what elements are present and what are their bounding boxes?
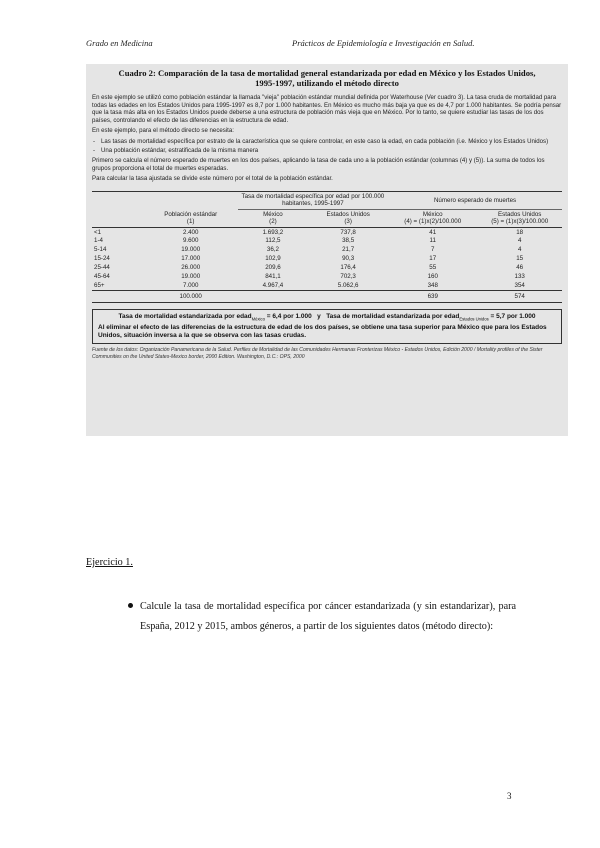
header-expected-eu <box>477 209 562 227</box>
cell-total-population: 100.000 <box>144 291 238 303</box>
cell-standard-population: 19.000 <box>181 246 201 254</box>
col-number: (2) <box>269 218 277 226</box>
result-conjunction: y <box>317 312 321 320</box>
col-label: México <box>263 210 283 218</box>
cell-rate-eu: 38,5 <box>342 237 355 245</box>
cell-expected-mexico: 160 <box>427 272 438 280</box>
result-subscript-eu: Estados Unidos <box>459 316 489 322</box>
intro-paragraph-4: Para calcular la tasa ajustada se divide este número por el total de la población estándar. <box>92 175 333 183</box>
intro-list-item: - Una población estándar, estratificada de la misma manera <box>101 147 562 155</box>
cell-rate-mexico: 112,5 <box>265 237 281 245</box>
cell-rate-mexico: 209,6 <box>265 264 281 272</box>
cell-expected-eu: 15 <box>516 255 524 263</box>
table-total-row <box>92 291 562 303</box>
cell-standard-population: 17.000 <box>181 255 201 263</box>
header-standard-population <box>144 209 238 227</box>
table-row <box>92 264 562 273</box>
mortality-table <box>92 191 562 303</box>
figure-title-line-2: 1995-1997, utilizando el método directo <box>255 78 399 88</box>
cell-standard-population: 7.000 <box>182 281 199 289</box>
running-header-left: Grado en Medicina <box>86 38 153 48</box>
result-label-mexico: Tasa de mortalidad estandarizada por edad <box>118 312 252 320</box>
header-age <box>92 209 144 227</box>
figure-source: Fuente de los datos: Organización Panamericana de la Salud. Perfiles de Mortalidad de las Comunidades Hermanas Fronterizas México - Estados Unidos, Edición 2000 / Mortality profiles of the Sister Communities on the United States-Mexico border, 2000 Edition. Washington, D.C.: OPS, 2000 <box>92 347 543 360</box>
exercise-heading: Ejercicio 1. <box>86 557 133 568</box>
intro-paragraph-1: En este ejemplo se utilizó como población estándar la llamada "vieja" población estándar mundial definida por Waterhouse (Ver cuadro 3). La tasa cruda de mortalidad para todas las edades en los Estados Unidos para 1995-1997 es 8,7 por 1.000 habitantes. En México es mucho más baja ya que es de 4,7 por 1.000 habitantes. Se podría pensar que la tasa más alta en los Estados Unidos puede deberse a una estructura de población más vieja que en México. Por lo tanto, se quiere estudiar las tasas de los dos países, controlando el efecto de las diferencias en la estructura de edad. <box>92 94 562 124</box>
col-label: México <box>422 210 443 218</box>
header-rate-eu <box>308 209 388 227</box>
cell-age: 25-44 <box>94 264 110 272</box>
figure-title <box>92 68 562 88</box>
cell-age: 45-64 <box>94 272 110 280</box>
intro-list <box>92 138 562 154</box>
page-number: 3 <box>507 791 512 801</box>
col-number: (4) = (1)x(2)/100.000 <box>404 218 462 226</box>
cell-age: 65+ <box>94 281 105 289</box>
result-conclusion: Al eliminar el efecto de las diferencias de la estructura de edad de los dos países, se obtiene una tasa superior para México que para los Estados Unidos, situación inversa a la que se observa con las tasas crudas. <box>98 323 547 339</box>
exercise-item <box>124 597 516 637</box>
cell-standard-population: 9.600 <box>182 237 199 245</box>
table-row <box>92 227 562 236</box>
cell-expected-mexico: 55 <box>429 264 437 272</box>
cell-expected-mexico: 17 <box>429 255 437 263</box>
cell-standard-population: 19.000 <box>181 272 201 280</box>
cell-empty <box>238 291 309 303</box>
cell-expected-eu: 18 <box>516 228 524 236</box>
cell-standard-population: 2.400 <box>182 228 199 236</box>
group-header-rates: Tasa de mortalidad específica por edad por 100.000 habitantes, 1995-1997 <box>238 191 388 209</box>
header-spacer <box>92 191 144 209</box>
col-number: (1) <box>186 218 195 226</box>
intro-paragraph-2: En este ejemplo, para el método directo se necesita: <box>92 127 234 135</box>
cell-expected-mexico: 11 <box>429 237 436 245</box>
figure-title-line-1: Cuadro 2: Comparación de la tasa de mortalidad general estandarizada por edad en México y los Estados Unidos, <box>118 68 536 78</box>
cell-expected-eu: 4 <box>517 246 522 254</box>
cell-age: 1-4 <box>94 237 103 245</box>
intro-list-item: - Las tasas de mortalidad específica por estrato de la característica que se quiere controlar, en este caso la edad, en cada población (i.e. México y los Estados Unidos) <box>101 138 562 146</box>
cell-empty <box>308 291 388 303</box>
cell-expected-mexico: 348 <box>427 281 438 289</box>
cell-expected-eu: 133 <box>514 272 525 280</box>
cell-rate-mexico: 1.693,2 <box>262 228 284 236</box>
cell-rate-eu: 21,7 <box>342 246 355 254</box>
result-value-eu: = 5,7 por 1.000 <box>490 312 536 320</box>
result-rates-line <box>98 313 556 324</box>
table-row <box>92 272 562 281</box>
cell-expected-mexico: 41 <box>429 228 437 236</box>
cell-expected-eu: 4 <box>517 237 522 245</box>
group-header-expected: Número esperado de muertes <box>388 191 562 209</box>
col-number: (5) = (1)x(3)/100.000 <box>491 218 549 226</box>
cell-total-expected-mexico: 639 <box>388 291 477 303</box>
col-label: Estados Unidos <box>498 210 542 218</box>
header-expected-mexico <box>388 209 477 227</box>
col-label: Estados Unidos <box>326 210 370 218</box>
cell-standard-population: 26.000 <box>181 264 201 272</box>
table-row <box>92 246 562 255</box>
cell-rate-mexico: 36,2 <box>266 246 279 254</box>
header-spacer <box>144 191 238 209</box>
cell-age: 5-14 <box>94 246 107 254</box>
cell-rate-mexico: 4.967,4 <box>262 281 284 289</box>
col-label: Población estándar <box>164 210 218 218</box>
cell-total-expected-eu: 574 <box>477 291 562 303</box>
cell-expected-mexico: 7 <box>431 246 435 254</box>
cuadro-2-figure <box>86 64 568 436</box>
figure-intro <box>92 94 562 183</box>
table-row <box>92 237 562 246</box>
cell-rate-eu: 702,3 <box>340 272 356 280</box>
intro-paragraph-3: Primero se calcula el número esperado de muertes en los dos países, aplicando la tasa de cada uno a la población estándar (columnas (4) y (5)). La suma de todos los grupos proporciona el total de muertes esperadas. <box>92 157 545 172</box>
cell-rate-eu: 737,8 <box>340 228 356 236</box>
result-box <box>92 309 562 345</box>
cell-rate-eu: 176,4 <box>340 264 356 272</box>
cell-rate-mexico: 841,1 <box>265 272 281 280</box>
cell-rate-eu: 5.062,6 <box>337 281 359 289</box>
cell-rate-mexico: 102,9 <box>265 255 281 263</box>
running-header-right: Prácticos de Epidemiología e Investigación en Salud. <box>292 38 475 48</box>
cell-expected-eu: 354 <box>514 281 525 289</box>
col-number: (3) <box>344 218 352 226</box>
table-row <box>92 255 562 264</box>
cell-rate-eu: 90,3 <box>342 255 355 263</box>
cell-age <box>92 291 144 303</box>
result-label-eu: Tasa de mortalidad estandarizada por edad <box>326 312 460 320</box>
cell-age: 15-24 <box>94 255 110 263</box>
result-subscript-mexico: México <box>251 316 265 322</box>
exercise-item-text: Calcule la tasa de mortalidad específica por cáncer estandarizada (y sin estandarizar), para España, 2012 y 2015, ambos géneros, a partir de los siguientes datos (método directo): <box>140 601 516 632</box>
header-rate-mexico <box>238 209 309 227</box>
cell-expected-eu: 46 <box>516 264 524 272</box>
result-value-mexico: = 6,4 por 1.000 <box>266 312 312 320</box>
table-row <box>92 281 562 290</box>
cell-age: <1 <box>94 228 102 236</box>
